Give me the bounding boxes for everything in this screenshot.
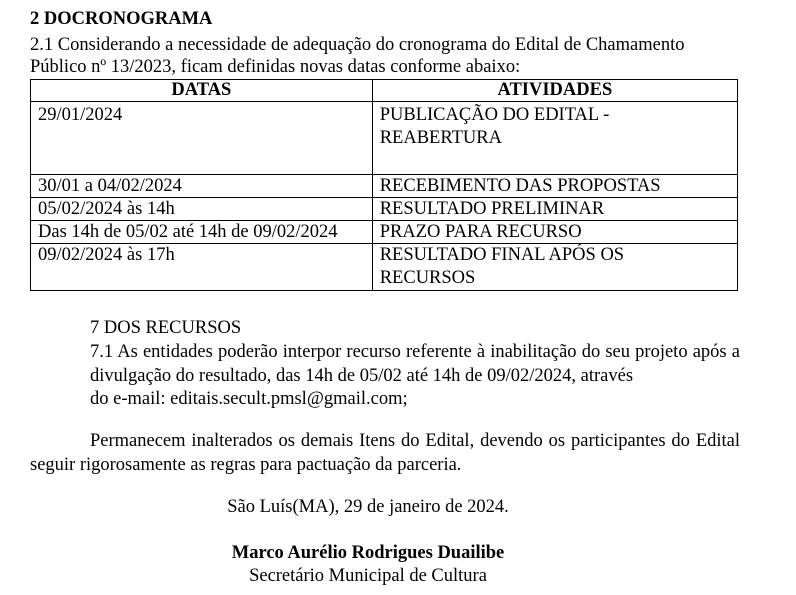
table-row bbox=[31, 198, 738, 221]
place-date: São Luís(MA), 29 de janeiro de 2024. bbox=[227, 497, 509, 517]
section-2-title: 2 DOCRONOGRAMA bbox=[30, 9, 213, 29]
activity-line: REABERTURA bbox=[379, 128, 502, 148]
section-7-paragraph bbox=[90, 341, 740, 412]
section-2-paragraph-line2: Público nº 13/2023, ficam definidas novas datas conforme abaixo: bbox=[30, 57, 521, 77]
header-activities: ATIVIDADES bbox=[372, 80, 737, 102]
section-7-title: 7 DOS RECURSOS bbox=[90, 318, 242, 338]
activity-cell: PRAZO PARA RECURSO bbox=[372, 221, 737, 244]
activity-line: RECURSOS bbox=[379, 268, 476, 288]
table-row bbox=[31, 102, 738, 175]
activity-cell bbox=[372, 244, 737, 291]
table-header-row bbox=[31, 80, 738, 102]
date-cell: 29/01/2024 bbox=[31, 102, 373, 175]
signer-role: Secretário Municipal de Cultura bbox=[249, 566, 487, 586]
date-cell: 05/02/2024 às 14h bbox=[31, 198, 373, 221]
section-7-paragraph-email: do e-mail: editais.secult.pmsl@gmail.com; bbox=[90, 389, 408, 409]
date-cell: Das 14h de 05/02 até 14h de 09/02/2024 bbox=[31, 221, 373, 244]
table-row bbox=[31, 244, 738, 291]
activity-cell: RESULTADO PRELIMINAR bbox=[372, 198, 737, 221]
activity-line: RESULTADO FINAL APÓS OS bbox=[379, 245, 625, 265]
activity-line: PUBLICAÇÃO DO EDITAL - bbox=[379, 105, 610, 125]
schedule-table bbox=[30, 79, 738, 291]
activity-cell bbox=[372, 102, 737, 175]
table-row bbox=[31, 175, 738, 198]
activity-cell: RECEBIMENTO DAS PROPOSTAS bbox=[372, 175, 737, 198]
table-row bbox=[31, 221, 738, 244]
header-dates: DATAS bbox=[31, 80, 373, 102]
date-cell: 09/02/2024 às 17h bbox=[31, 244, 373, 291]
closing-paragraph: Permanecem inalterados os demais Itens do Edital, devendo os participantes do Edital seguir rigorosamente as regras para pactuação da parceria. bbox=[30, 431, 740, 475]
section-2-paragraph-line1: 2.1 Considerando a necessidade de adequação do cronograma do Edital de Chamamento bbox=[30, 35, 685, 55]
date-cell: 30/01 a 04/02/2024 bbox=[31, 175, 373, 198]
signer-name: Marco Aurélio Rodrigues Duailibe bbox=[231, 543, 505, 563]
section-7-paragraph-main: 7.1 As entidades poderão interpor recurso referente à inabilitação do seu projeto após a divulgação do resultado, das 14h de 05/02 até 14h de 09/02/2024, através bbox=[90, 342, 740, 386]
